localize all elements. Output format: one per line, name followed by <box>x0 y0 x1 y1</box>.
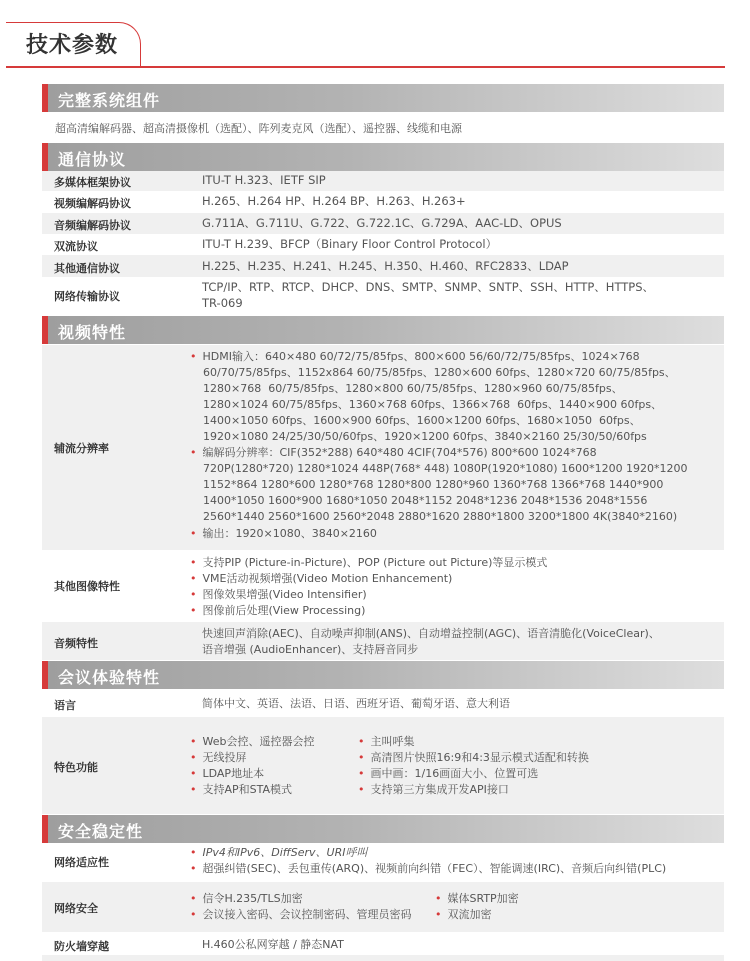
section-title: 会议体验特性 <box>58 668 161 687</box>
row-value: 快速回声消除(AEC)、自动噪声抑制(ANS)、自动增益控制(AGC)、语音清脆化(VoiceClear)、 <box>202 627 660 640</box>
list-item: 1400×1050 60fps、1600×900 60fps、1600×1200 60fps、1680×1050 60fps、 <box>203 414 641 427</box>
list-item: • 超强纠错(SEC)、丢包重传(ARQ)、视频前向纠错（FEC）、智能调速(IRC)、音频后向纠错(PLC) <box>190 862 667 875</box>
list-item: • VME活动视频增强(Video Motion Enhancement) <box>190 572 453 585</box>
list-item: • 图像前后处理(View Processing) <box>190 604 366 617</box>
table-row <box>42 622 724 660</box>
row-value: G.711A、G.711U、G.722、G.722.1C、G.729A、AAC-LD、OPUS <box>202 216 562 230</box>
list-item: • 支持AP和STA模式 <box>190 783 293 796</box>
list-item: • LDAP地址本 <box>190 767 265 780</box>
section-header-meeting <box>42 661 724 689</box>
list-item: • 会议接入密码、会议控制密码、管理员密码 <box>190 908 412 921</box>
row-label: 其他图像特性 <box>54 580 120 593</box>
row-value: ITU-T H.323、IETF SIP <box>202 173 326 187</box>
list-item: 1400*1050 1600*900 1680*1050 2048*1152 2048*1236 2048*1536 2048*1556 <box>203 494 648 507</box>
title-underline <box>6 66 725 68</box>
list-item: • 画中画：1/16画面大小、位置可选 <box>358 767 539 780</box>
section-header-components <box>42 84 724 112</box>
list-item: • 编解码分辨率：CIF(352*288) 640*480 4CIF(704*576) 800*600 1024*768 <box>190 446 597 459</box>
components-text: 超高清编解码器、超高清摄像机（选配）、阵列麦克风（选配）、遥控器、线缆和电源 <box>55 122 462 135</box>
row-label: 其他通信协议 <box>54 262 120 275</box>
row-label: 网络适应性 <box>54 856 109 869</box>
row-value: 简体中文、英语、法语、日语、西班牙语、葡萄牙语、意大利语 <box>202 697 510 710</box>
table-row <box>42 955 724 961</box>
row-label: 多媒体框架协议 <box>54 176 131 189</box>
row-label: 网络传输协议 <box>54 290 120 303</box>
page-header <box>0 0 750 70</box>
section-title: 完整系统组件 <box>58 91 161 110</box>
list-item: • 主叫呼集 <box>358 735 415 748</box>
list-item: • 双流加密 <box>435 908 492 921</box>
list-item: 1920×1080 24/25/30/50/60fps、1920×1200 60fps、3840×2160 25/30/50/60fps <box>203 430 647 443</box>
row-value: H.265、H.264 HP、H.264 BP、H.263、H.263+ <box>202 194 466 208</box>
list-item: • 支持第三方集成开发API接口 <box>358 783 509 796</box>
row-value: ITU-T H.239、BFCP（Binary Floor Control Protocol） <box>202 237 498 251</box>
row-label: 防火墙穿越 <box>54 940 109 953</box>
list-item: • 信令H.235/TLS加密 <box>190 892 303 905</box>
list-item: 1280×1024 60/75/85fps、1360×768 60fps、1366×768 60fps、1440×900 60fps、 <box>203 398 663 411</box>
list-item: 1280×768 60/75/85fps、1280×800 60/75/85fps、1280×960 60/75/85fps、 <box>203 382 623 395</box>
table-row <box>42 171 724 191</box>
row-label: 语言 <box>54 699 76 712</box>
table-row <box>42 234 724 255</box>
section-header-protocols <box>42 143 724 171</box>
row-label: 网络安全 <box>54 902 98 915</box>
section-header-security <box>42 815 724 843</box>
row-value: H.225、H.235、H.241、H.245、H.350、H.460、RFC2833、LDAP <box>202 259 569 273</box>
row-label: 音频编解码协议 <box>54 219 131 232</box>
list-item: • 图像效果增强(Video Intensifier) <box>190 588 367 601</box>
list-item: 2560*1440 2560*1600 2560*2048 2880*1620 2880*1800 3200*1800 4K(3840*2160) <box>203 510 678 523</box>
table-row <box>42 191 724 213</box>
row-value: TR-069 <box>202 296 243 310</box>
row-label: 双流协议 <box>54 240 98 253</box>
table-row <box>42 691 724 715</box>
row-label: 视频编解码协议 <box>54 197 131 210</box>
row-label: 音频特性 <box>54 637 98 650</box>
table-row <box>42 255 724 277</box>
row-label: 辅流分辨率 <box>54 442 109 455</box>
list-item: 1152*864 1280*600 1280*768 1280*800 1280*960 1360*768 1366*768 1440*900 <box>203 478 664 491</box>
row-value: H.460公私网穿越 / 静态NAT <box>202 938 344 951</box>
list-item: 720P(1280*720) 1280*1024 448P(768* 448) 1080P(1920*1080) 1600*1200 1920*1200 <box>203 462 688 475</box>
table-row <box>42 277 724 315</box>
page-title: 技术参数 <box>26 33 119 58</box>
list-item: • 输出：1920×1080、3840×2160 <box>190 527 377 540</box>
list-item: • IPv4和IPv6、DiffServ、URI呼叫 <box>190 846 368 859</box>
section-title: 视频特性 <box>58 323 127 342</box>
row-value: TCP/IP、RTP、RTCP、DHCP、DNS、SMTP、SNMP、SNTP、SSH、HTTP、HTTPS、 <box>202 280 655 294</box>
section-header-video <box>42 316 724 344</box>
list-item: • 支持PIP (Picture-in-Picture)、POP (Picture out Picture)等显示模式 <box>190 556 548 569</box>
list-item: • 无线投屏 <box>190 751 247 764</box>
row-label: 特色功能 <box>54 761 98 774</box>
list-item: • 高清图片快照16:9和4:3显示模式适配和转换 <box>358 751 589 764</box>
section-title: 通信协议 <box>58 150 127 169</box>
section-title: 安全稳定性 <box>58 822 144 841</box>
table-row <box>42 933 724 955</box>
table-row <box>42 213 724 234</box>
list-item: • HDMI输入：640×480 60/72/75/85fps、800×600 56/60/72/75/85fps、1024×768 <box>190 350 640 363</box>
list-item: • 媒体SRTP加密 <box>435 892 519 905</box>
row-value: 语音增强 (AudioEnhancer)、支持唇音同步 <box>202 643 419 656</box>
list-item: 60/70/75/85fps、1152x864 60/75/85fps、1280×600 60fps、1280×720 60/75/85fps、 <box>203 366 676 379</box>
list-item: • Web会控、遥控器会控 <box>190 735 315 748</box>
